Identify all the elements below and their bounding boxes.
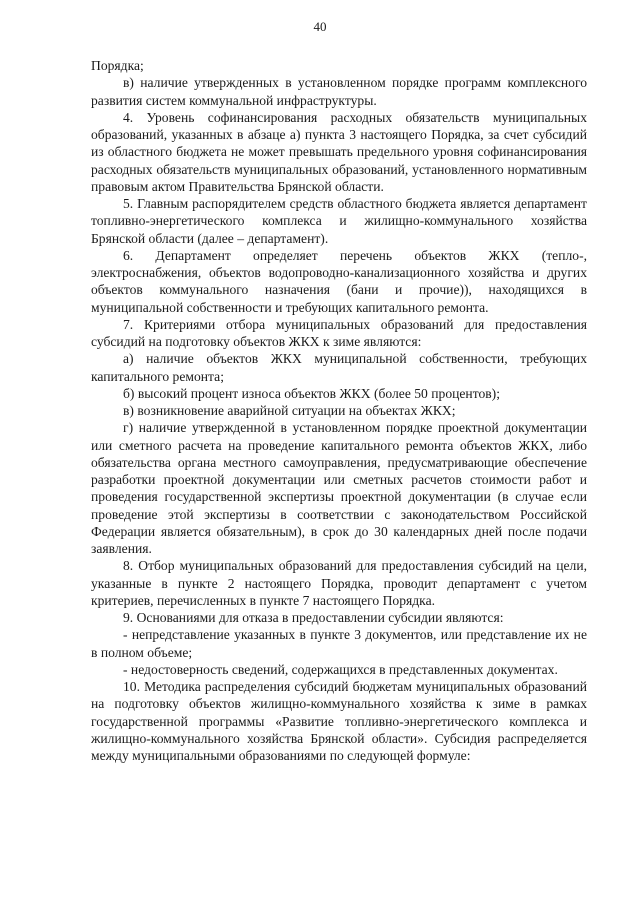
paragraph: 7. Критериями отбора муниципальных образований для предоставления субсидий на подготовку объектов ЖКХ к зиме являются:: [91, 316, 587, 349]
paragraph: в) возникновение аварийной ситуации на объектах ЖКХ;: [123, 403, 456, 418]
document-body: [91, 57, 587, 764]
paragraph: 9. Основаниями для отказа в предоставлении субсидии являются:: [123, 610, 504, 625]
paragraph: в) наличие утвержденных в установленном порядке программ комплексного развития систем коммунальной инфраструктуры.: [91, 75, 587, 108]
paragraph: а) наличие объектов ЖКХ муниципальной собственности, требующих капитального ремонта;: [91, 351, 587, 384]
paragraph: г) наличие утвержденной в установленном порядке проектной документации или сметного расчета на проведение капитального ремонта объектов ЖКХ, либо обязательства органа местного самоуправления, предусматривающие обеспечение разработки проектной документации или сметных расчетов стоимости работ и проведения государственной экспертизы проектной документации (в случае если проведение этой экспертизы в соответствии с законодательством Российской Федерации является обязательным), в срок до 30 календарных дней после подачи заявления.: [91, 420, 587, 556]
paragraph: Порядка;: [91, 58, 144, 73]
page-number: 40: [313, 19, 327, 34]
paragraph: 4. Уровень софинансирования расходных обязательств муниципальных образований, указанных в абзаце а) пункта 3 настоящего Порядка, за счет субсидий из областного бюджета не может превышать предельного уровня софинансирования расходных обязательств муниципальных образований, установленного нормативным правовым актом Правительства Брянской области.: [91, 109, 587, 194]
paragraph: б) высокий процент износа объектов ЖКХ (более 50 процентов);: [123, 385, 500, 401]
paragraph: 10. Методика распределения субсидий бюджетам муниципальных образований на подготовку объектов жилищно-коммунального хозяйства к зиме в рамках государственной программы «Развитие топливно-энергетического комплекса и жилищно-коммунального хозяйства Брянской области». Субсидия распределяется между муниципальными образованиями по следующей формуле:: [91, 679, 587, 763]
paragraph: 5. Главным распорядителем средств областного бюджета является департамент топливно-энергетического комплекса и жилищно-коммунального хозяйства Брянской области (далее – департамент).: [91, 196, 587, 246]
paragraph: 8. Отбор муниципальных образований для предоставления субсидий на цели, указанные в пункте 2 настоящего Порядка, проводит департамент с учетом критериев, перечисленных в пункте 7 настоящего Порядка.: [91, 558, 587, 608]
paragraph: - непредставление указанных в пункте 3 документов, или представление их не в полном объеме;: [91, 627, 587, 660]
paragraph: 6. Департамент определяет перечень объектов ЖКХ (тепло-, электроснабжения, объектов водопроводно-канализационного хозяйства и других объектов коммунального назначения (бани и прочие)), находящихся в муниципальной собственности и требующих капитального ремонта.: [91, 247, 587, 315]
paragraph: - недостоверность сведений, содержащихся в представленных документах.: [123, 661, 558, 677]
